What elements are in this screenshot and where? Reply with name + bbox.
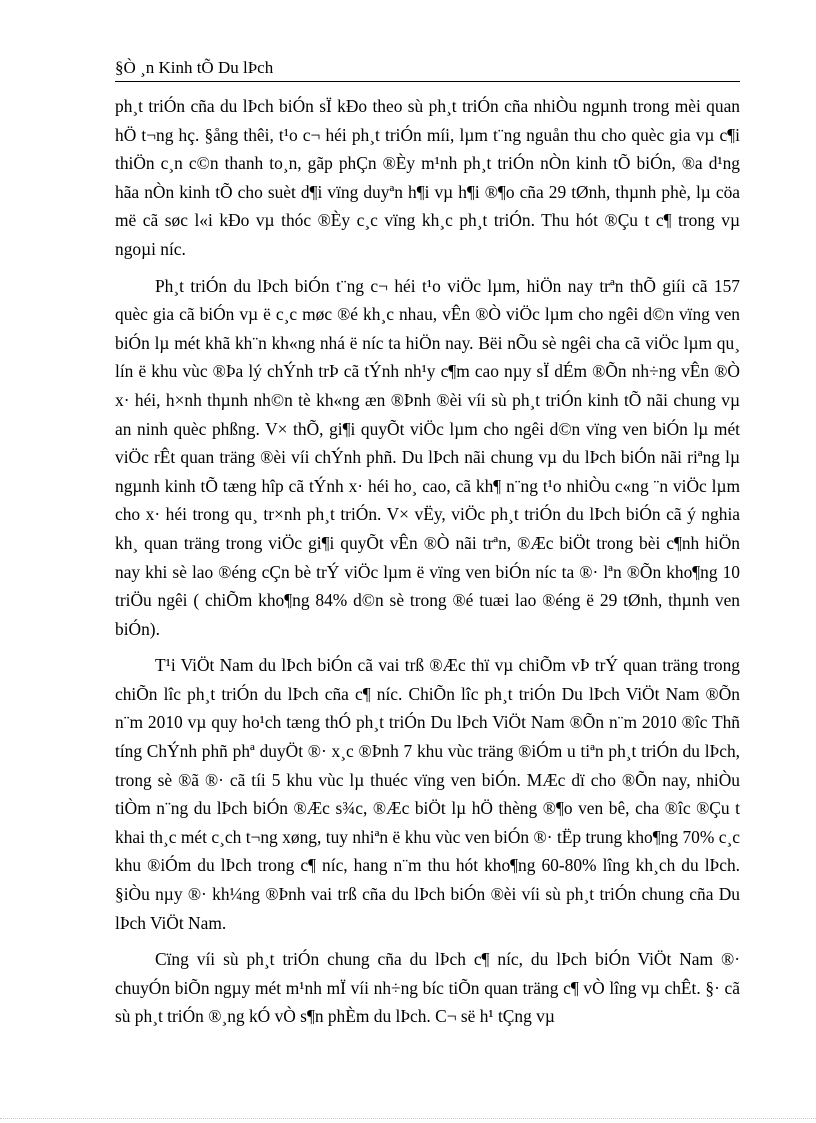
page-header: §Ò ¸n Kinh tÕ Du lÞch xyxy=(115,57,740,82)
paragraph-1: ph¸t triÓn cña du lÞch biÓn sÏ kÐo theo sù ph¸t triÓn cña nhiÒu ngµnh trong mèi quan hÖ t¬ng hç. §ång thêi, t¹o c¬ héi ph¸t triÓn míi, lµm t¨ng nguån thu cho quèc gia vµ c¶i thiÖn c¸n c©n thanh to¸n, gãp phÇn ®Èy m¹nh ph¸t triÓn nÒn kinh tÕ biÓn, ®a d¹ng hãa nÒn kinh tÕ cho suèt d¶i vïng duyªn h¶i vµ h¶i ®¶o cña 29 tØnh, thµnh phè, lµ cöa më cã søc l«i kÐo vµ thóc ®Èy c¸c vïng kh¸c ph¸t triÓn. Thu hót ®Çu t c¶ trong vµ ngoµi níc. xyxy=(115,96,740,259)
document-body xyxy=(115,92,740,1039)
paragraph-3: T¹i ViÖt Nam du lÞch biÓn cã vai trß ®Æc thï vµ chiÕm vÞ trÝ quan träng trong chiÕn lîc ph¸t triÓn du lÞch cña c¶ níc. ChiÕn lîc ph¸t triÓn Du lÞch ViÖt Nam ®Õn n¨m 2010 vµ quy ho¹ch tæng thÓ ph¸t triÓn Du lÞch ViÖt Nam ®Õn n¨m 2010 ®îc Thñ tíng ChÝnh phñ phª duyÖt ®· x¸c ®Þnh 7 khu vùc träng ®iÓm u tiªn ph¸t triÓn du lÞch, trong sè ®ã ®· cã tíi 5 khu vùc lµ thuéc vïng ven biÓn. MÆc dï cho ®Õn nay, nhiÒu tiÒm n¨ng du lÞch biÓn ®Æc s¾c, ®Æc biÖt lµ hÖ thèng ®¶o ven bê, cha ®îc ®Çu t khai th¸c mét c¸ch t¬ng xøng, tuy nhiªn ë khu vùc ven biÓn ®· tËp trung kho¶ng 70% c¸c khu ®iÓm du lÞch trong c¶ níc, hang n¨m thu hót kho¶ng 60-80% lîng kh¸ch du lÞch. §iÒu nµy ®· kh¼ng ®Þnh vai trß cña du lÞch biÓn ®èi víi sù ph¸t triÓn chung cña Du lÞch ViÖt Nam. xyxy=(115,655,740,933)
page-bottom-border xyxy=(0,1118,816,1120)
paragraph-2: Ph¸t triÓn du lÞch biÓn t¨ng c¬ héi t¹o viÖc lµm, hiÖn nay trªn thÕ giíi cã 157 quèc gia cã biÓn vµ ë c¸c møc ®é kh¸c nhau, vÊn ®Ò viÖc lµm cho ngêi d©n vïng ven biÓn lµ mét khã kh¨n kh«ng nhá ë níc ta hiÖn nay. Bëi nÕu sè ngêi cha cã viÖc lµm qu¸ lín ë khu vùc ®Þa lý chÝnh trÞ cã tÝnh nh¹y c¶m cao nµy sÏ dÉm ®Õn nh÷ng vÊn ®Ò x· héi, h×nh thµnh nh©n tè kh«ng æn ®Þnh ®èi víi sù ph¸t triÓn kinh tÕ nãi chung vµ an ninh quèc phßng. V× thÕ, gi¶i quyÕt viÖc lµm cho ngêi d©n vïng ven biÓn lµ mét viÖc rÊt quan träng ®èi víi chÝnh phñ. Du lÞch nãi chung vµ du lÞch biÓn nãi riªng lµ ngµnh kinh tÕ tæng hîp cã tÝnh x· héi ho¸ cao, cã kh¶ n¨ng t¹o nhiÒu c«ng ¨n viÖc lµm cho x· héi trong qu¸ tr×nh ph¸t triÓn. V× vËy, viÖc ph¸t triÓn du lÞch biÓn cã ý nghia kh¸ quan träng trong viÖc gi¶i quyÕt vÊn ®Ò nãi trªn, ®Æc biÖt trong bèi c¶nh hiÖn nay khi sè lao ®éng cÇn bè trÝ viÖc lµm ë vïng ven biÓn níc ta ®· lªn ®Õn kho¶ng 10 triÖu ngêi ( chiÕm kho¶ng 84% d©n sè trong ®é tuæi lao ®éng ë 29 tØnh, thµnh ven biÓn). xyxy=(115,275,740,639)
paragraph-4: Cïng víi sù ph¸t triÓn chung cña du lÞch c¶ níc, du lÞch biÓn ViÖt Nam ®· chuyÓn biÕn ngµy mét m¹nh mÏ víi nh÷ng bíc tiÕn quan träng c¶ vÒ lîng vµ chÊt. §· cã sù ph¸t triÓn ®¸ng kÓ vÒ s¶n phÈm du lÞch. C¬ së h¹ tÇng vµ xyxy=(115,949,740,1027)
